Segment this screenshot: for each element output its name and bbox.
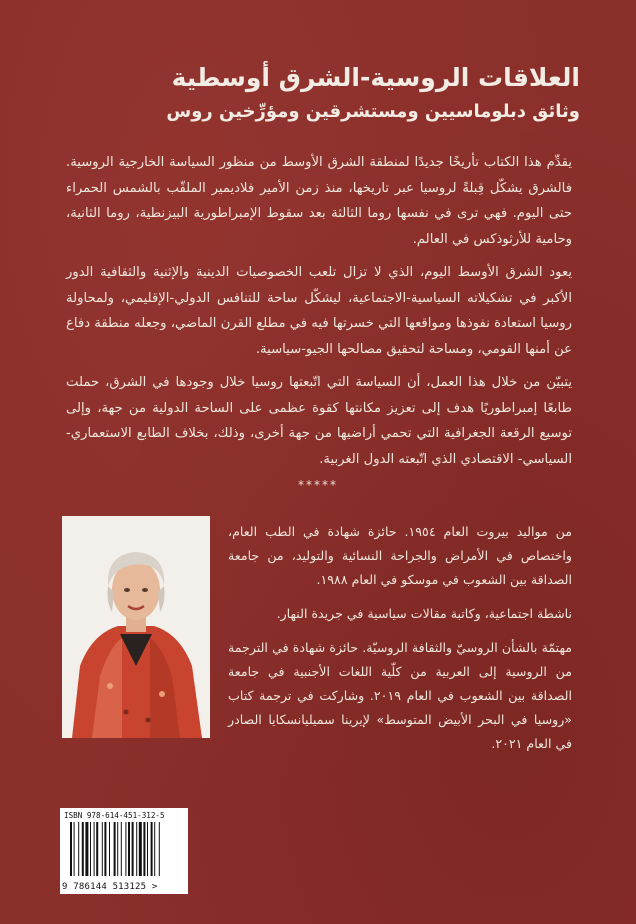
bio-paragraph: ناشطة اجتماعية، وكاتبة مقالات سياسية في جريدة النهار. — [276, 606, 572, 621]
author-bio — [228, 520, 572, 766]
barcode-digits: 9 786144 513125 > — [62, 882, 158, 892]
isbn-barcode — [60, 808, 188, 894]
isbn-label: ISBN 978-614-451-312-5 — [64, 811, 165, 820]
section-separator: ***** — [298, 478, 338, 492]
book-blurb — [66, 150, 572, 480]
author-photo — [62, 516, 210, 738]
barcode-bars — [70, 822, 178, 876]
bio-paragraph: من مواليد بيروت العام ١٩٥٤. حائزة شهادة في الطب العام، واختصاص في الأمراض والجراحة النسائية والتوليد، من جامعة الصداقة بين الشعوب في موسكو في العام ١٩٨٨. — [228, 524, 572, 587]
book-title: العلاقات الروسية-الشرق أوسطية — [171, 63, 580, 92]
blurb-paragraph: يتبيّن من خلال هذا العمل، أن السياسة التي اتّبعتها روسيا خلال وجودها في الشرق، حملت طابعًا إمبراطوريًا هدف إلى تعزيز مكانتها كقوة عظمى على الساحة الدولية من جهة، وإلى توسيع الرقعة الجغرافية التي تحمي أراضيها من جهة أخرى، وذلك، بخلاف الطابع الاستعماري-السياسي- الاقتصادي الذي اتّبعته الدول الغربية. — [66, 375, 572, 467]
blurb-paragraph: يقدِّم هذا الكتاب تأريخًا جديدًا لمنطقة الشرق الأوسط من منظور السياسة الخارجية الروسية. فالشرق يشكّل قِبلةً لروسيا عبر تاريخها، منذ زمن الأمير فلاديمير الملقّب بالشمس الحمراء حتى اليوم. فهي ترى في نفسها روما الثالثة بعد سقوط الإمبراطورية البيزنطية، روما الثانية، وحامية للأرثوذكس في العالم. — [66, 155, 572, 247]
book-subtitle: وثائق دبلوماسيين ومستشرقين ومؤرِّخين روس — [166, 101, 580, 122]
blurb-paragraph: يعود الشرق الأوسط اليوم، الذي لا تزال تلعب الخصوصيات الدينية والإثنية والثقافية الدور الأكبر في تشكيلاته السياسية-الاجتماعية، ليشكّل ساحة للتنافس الدولي-الإقليمي، ولمحاولة روسيا استعادة نفوذها ومواقعها التي خسرتها فيه في مطلع القرن الماضي، وجعله منطقة دفاع عن أمنها القومي، ومساحة لتحقيق مصالحها الجيو-سياسية. — [66, 265, 572, 357]
bio-paragraph: مهتمّة بالشأن الروسيّ والثقافة الروسيّة. حائزة شهادة في الترجمة من الروسية إلى العربية من كلّية اللغات الأجنبية في جامعة الصداقة بين الشعوب في العام ٢٠١٩. وشاركت في ترجمة كتاب «روسيا في البحر الأبيض المتوسط» لإيرينا سميليانسكايا الصادر في العام ٢٠٢١. — [228, 640, 572, 751]
